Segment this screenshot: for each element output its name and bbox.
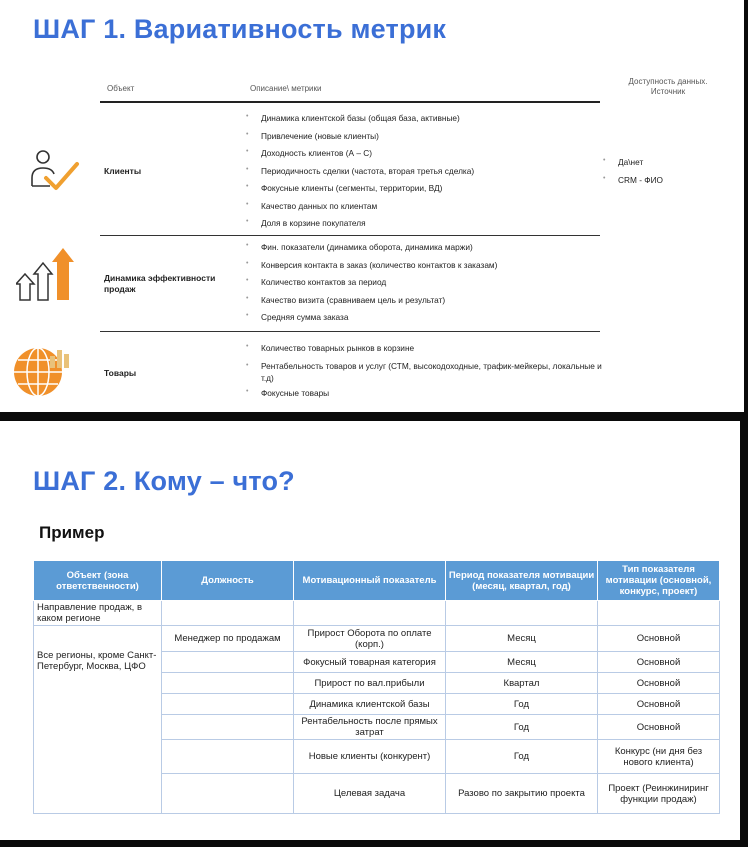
bullet-item: • Фин. показатели (динамика оборота, динамика маржи) bbox=[246, 242, 497, 260]
cell-type: Основной bbox=[598, 652, 720, 673]
cell-indicator: Рентабельность после прямых затрат bbox=[294, 715, 446, 740]
group-divider-2 bbox=[100, 331, 600, 332]
cell-period: Квартал bbox=[446, 673, 598, 694]
bullet-item: • Динамика клиентской базы (общая база, активные) bbox=[246, 113, 474, 131]
bullet-item: • Качество данных по клиентам bbox=[246, 201, 474, 219]
bullet-item: • Периодичность сделки (частота, вторая третья сделка) bbox=[246, 166, 474, 184]
cell-empty bbox=[162, 740, 294, 774]
cell-indicator: Прирост по вал.прибыли bbox=[294, 673, 446, 694]
cell-empty bbox=[598, 601, 720, 626]
slide1-title: ШАГ 1. Вариативность метрик bbox=[33, 14, 447, 44]
cell-indicator: Прирост Оборота по оплате (корп.) bbox=[294, 626, 446, 652]
cell-type: Основной bbox=[598, 715, 720, 740]
availability-item: • Да\нет bbox=[603, 157, 663, 175]
group-label-clients: Клиенты bbox=[104, 166, 142, 176]
example-label: Пример bbox=[39, 523, 105, 542]
cell-type: Основной bbox=[598, 694, 720, 715]
products-bullets bbox=[246, 343, 602, 404]
cell-empty bbox=[162, 673, 294, 694]
cell-period: Месяц bbox=[446, 626, 598, 652]
slide2-title: ШАГ 2. Кому – что? bbox=[33, 466, 295, 496]
column-header: Должность bbox=[162, 561, 294, 601]
cell-empty bbox=[162, 715, 294, 740]
cell-type: Конкурс (ни дня без нового клиента) bbox=[598, 740, 720, 774]
motivation-table bbox=[33, 560, 720, 814]
cell-empty bbox=[294, 601, 446, 626]
cell-object: Направление продаж, в каком регионе bbox=[34, 601, 162, 626]
bullet-item: • Доходность клиентов (А – С) bbox=[246, 148, 474, 166]
cell-object: Все регионы, кроме Санкт-Петербург, Москва, ЦФО bbox=[34, 626, 162, 814]
bullet-item: • Доля в корзине покупателя bbox=[246, 218, 474, 236]
clients-bullets bbox=[246, 113, 474, 236]
cell-indicator: Фокусный товарная категория bbox=[294, 652, 446, 673]
availability-bullets bbox=[603, 157, 663, 193]
header-description: Описание\ метрики bbox=[250, 84, 322, 93]
bullet-item: • Количество товарных рынков в корзине bbox=[246, 343, 602, 360]
growth-arrows-icon bbox=[16, 244, 76, 304]
cell-indicator: Целевая задача bbox=[294, 774, 446, 814]
table-row bbox=[34, 626, 720, 652]
column-header: Тип показателя мотивации (основной, конкурс, проект) bbox=[598, 561, 720, 601]
group-label-sales-efficiency: Динамика эффективности продаж bbox=[104, 273, 216, 294]
column-header: Мотивационный показатель bbox=[294, 561, 446, 601]
cell-indicator: Динамика клиентской базы bbox=[294, 694, 446, 715]
cell-empty bbox=[162, 601, 294, 626]
cell-empty bbox=[162, 652, 294, 673]
sales-efficiency-bullets bbox=[246, 242, 497, 330]
bullet-item: • Средняя сумма заказа bbox=[246, 312, 497, 330]
cell-period: Год bbox=[446, 715, 598, 740]
cell-empty bbox=[446, 601, 598, 626]
cell-empty bbox=[162, 694, 294, 715]
bullet-item: • Привлечение (новые клиенты) bbox=[246, 131, 474, 149]
globe-chart-icon bbox=[12, 342, 72, 400]
cell-empty bbox=[162, 774, 294, 814]
column-header: Объект (зона ответственности) bbox=[34, 561, 162, 601]
table-row bbox=[34, 601, 720, 626]
bullet-item: • Количество контактов за период bbox=[246, 277, 497, 295]
column-header: Период показателя мотивации (месяц, квартал, год) bbox=[446, 561, 598, 601]
cell-type: Основной bbox=[598, 626, 720, 652]
header-divider bbox=[100, 101, 600, 103]
cell-period: Год bbox=[446, 740, 598, 774]
cell-period: Год bbox=[446, 694, 598, 715]
slide-metrics-variability bbox=[0, 0, 744, 412]
cell-type: Основной bbox=[598, 673, 720, 694]
bullet-item: • Конверсия контакта в заказ (количество контактов к заказам) bbox=[246, 260, 497, 278]
bullet-item: • Фокусные клиенты (сегменты, территории, ВД) bbox=[246, 183, 474, 201]
bullet-item: • Фокусные товары bbox=[246, 388, 602, 404]
bullet-item: • Рентабельность товаров и услуг (СТМ, высокодоходные, трафик-мейкеры, локальные и т.д) bbox=[246, 360, 602, 388]
slide-who-what bbox=[0, 421, 740, 840]
header-availability: Доступность данных. Источник bbox=[628, 77, 708, 96]
bullet-item: • Качество визита (сравниваем цель и результат) bbox=[246, 295, 497, 313]
table-header-row bbox=[34, 561, 720, 601]
group-label-products: Товары bbox=[104, 368, 137, 378]
person-check-icon bbox=[30, 148, 80, 192]
cell-period: Месяц bbox=[446, 652, 598, 673]
cell-type: Проект (Реинжиниринг функции продаж) bbox=[598, 774, 720, 814]
header-object: Объект bbox=[107, 84, 135, 93]
cell-indicator: Новые клиенты (конкурент) bbox=[294, 740, 446, 774]
cell-period: Разово по закрытию проекта bbox=[446, 774, 598, 814]
cell-position: Менеджер по продажам bbox=[162, 626, 294, 652]
availability-item: • CRM - ФИО bbox=[603, 175, 663, 193]
